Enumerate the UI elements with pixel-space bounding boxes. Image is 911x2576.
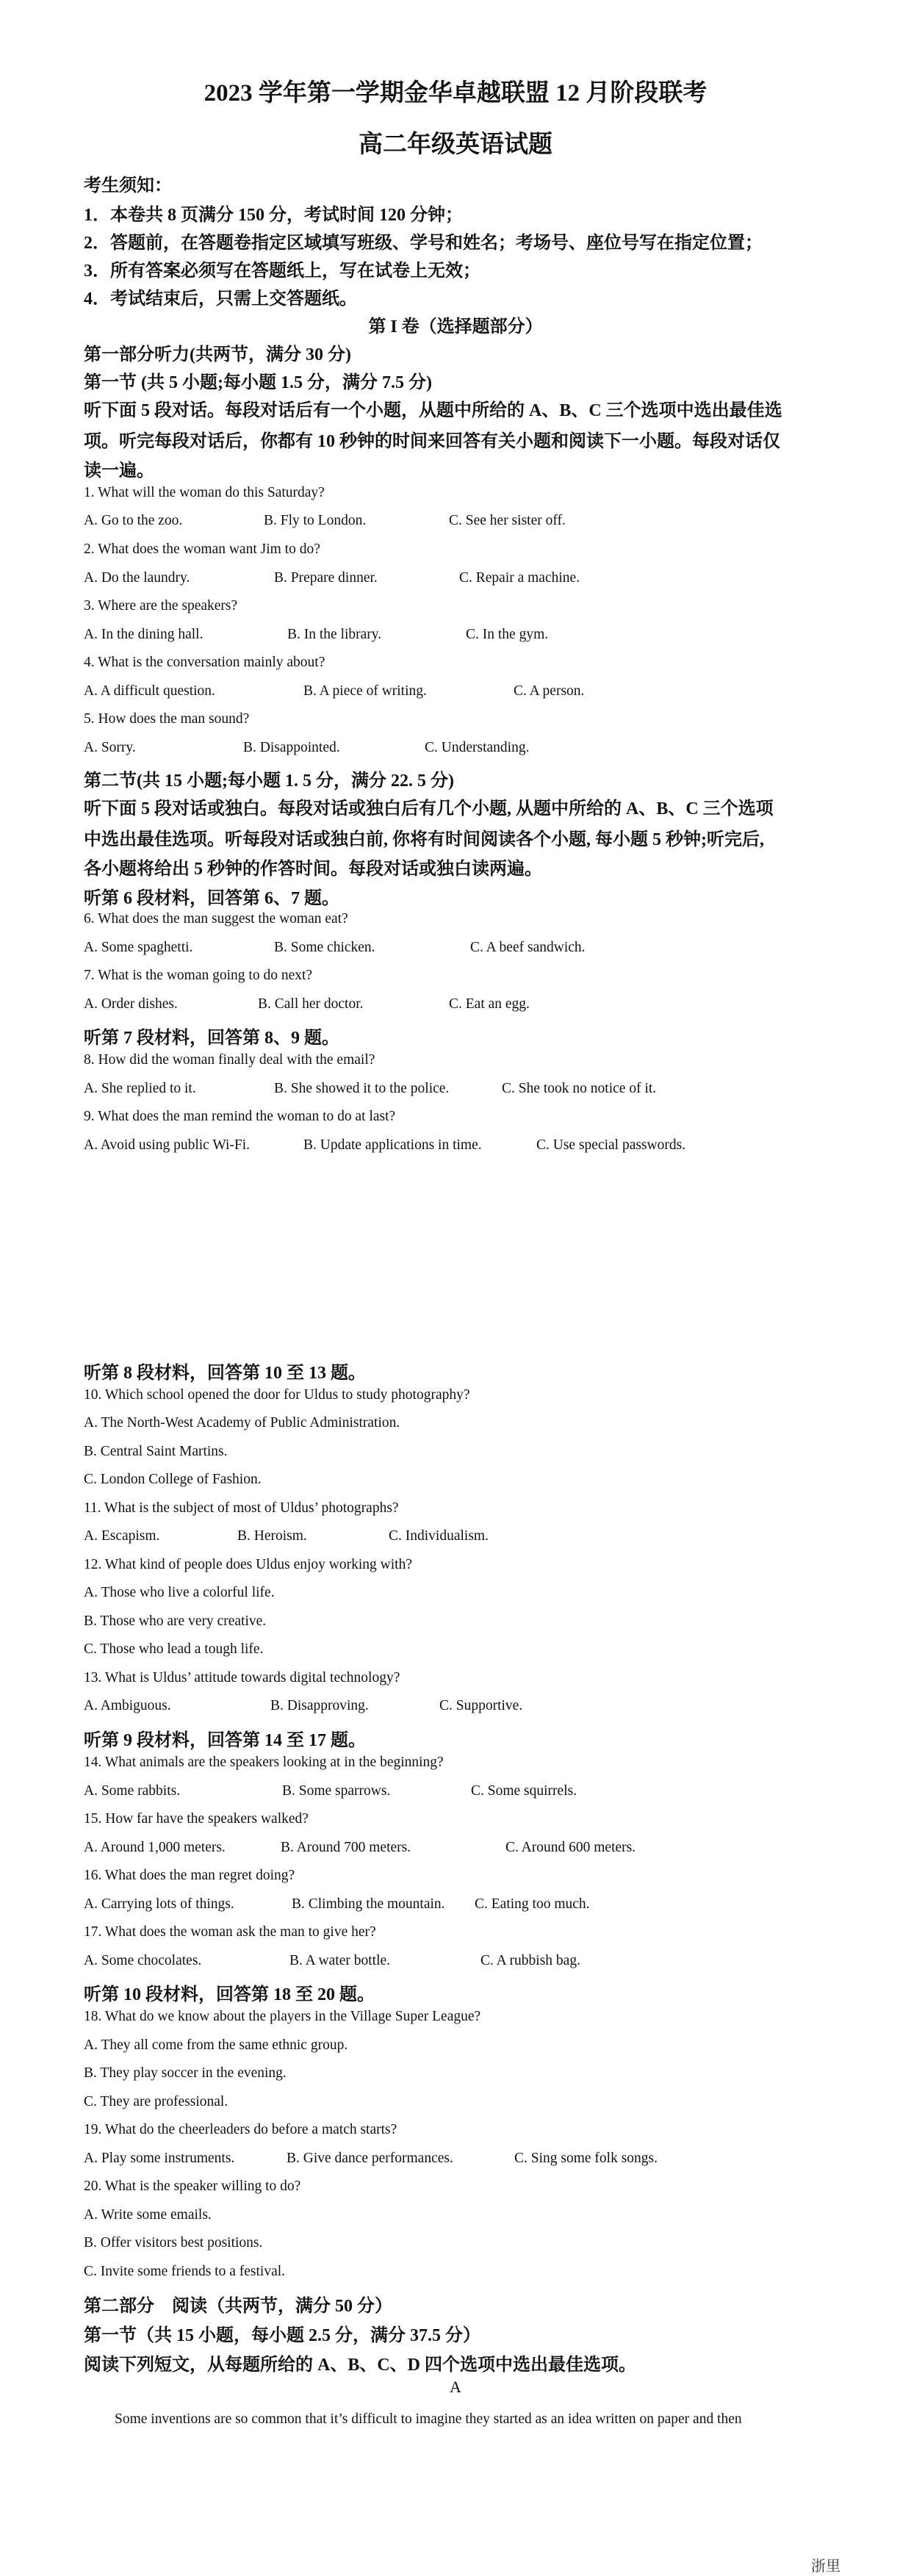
option-c: C. She took no notice of it. bbox=[502, 1081, 657, 1096]
option-b: B. Prepare dinner. bbox=[274, 570, 378, 586]
part2-heading: 第二部分 阅读（共两节，满分 50 分） bbox=[84, 2297, 392, 2316]
option-b: B. Disapproving. bbox=[270, 1698, 369, 1713]
notice-item: 3．所有答案必须写在答题纸上，写在试卷上无效； bbox=[84, 262, 480, 281]
question-stem: 12. What kind of people does Uldus enjoy working with? bbox=[84, 1557, 412, 1572]
option-a: A. Those who live a colorful life. bbox=[84, 1585, 275, 1600]
part2-instructions: 阅读下列短文，从每题所给的 A、B、C、D 四个选项中选出最佳选项。 bbox=[84, 2356, 637, 2375]
section2-instructions: 中选出最佳选项。听每段对话或独白前, 你将有时间阅读各个小题, 每小题 5 秒钟;听完后, bbox=[84, 830, 764, 849]
option-c: C. Around 600 meters. bbox=[505, 1840, 636, 1855]
option-a: A. A difficult question. bbox=[84, 683, 215, 699]
option-a: A. Some spaghetti. bbox=[84, 940, 193, 955]
option-c: C. Use special passwords. bbox=[536, 1137, 686, 1153]
option-a: A. In the dining hall. bbox=[84, 627, 204, 642]
material-heading: 听第 6 段材料，回答第 6、7 题。 bbox=[84, 889, 339, 908]
option-a: A. Around 1,000 meters. bbox=[84, 1840, 226, 1855]
option-c: C. Individualism. bbox=[389, 1528, 489, 1544]
option-b: B. Call her doctor. bbox=[258, 996, 364, 1012]
option-b: B. Climbing the mountain. bbox=[292, 1896, 445, 1912]
material-heading: 听第 8 段材料，回答第 10 至 13 题。 bbox=[84, 1364, 366, 1383]
section2-instructions: 听下面 5 段对话或独白。每段对话或独白后有几个小题, 从题中所给的 A、B、C 三个选项 bbox=[84, 799, 774, 819]
question-stem: 11. What is the subject of most of Uldus’ photographs? bbox=[84, 1500, 399, 1516]
part1-heading: 第一部分听力(共两节，满分 30 分) bbox=[84, 345, 351, 364]
option-b: B. Fly to London. bbox=[264, 513, 367, 528]
passage-label: A bbox=[450, 2378, 461, 2396]
option-b: B. Central Saint Martins. bbox=[84, 1444, 228, 1459]
section1-instructions: 读一遍。 bbox=[84, 461, 154, 481]
option-c: C. See her sister off. bbox=[449, 513, 566, 528]
option-b: B. In the library. bbox=[287, 627, 382, 642]
section1-instructions: 项。听完每段对话后，你都有 10 秒钟的时间来回答有关小题和阅读下一小题。每段对话仅 bbox=[84, 432, 780, 451]
option-b: B. A piece of writing. bbox=[303, 683, 427, 699]
option-a: A. Go to the zoo. bbox=[84, 513, 183, 528]
option-c: C. A person. bbox=[514, 683, 585, 699]
question-stem: 10. Which school opened the door for Uldus to study photography? bbox=[84, 1387, 470, 1403]
question-stem: 14. What animals are the speakers looking at in the beginning? bbox=[84, 1755, 444, 1770]
question-stem: 16. What does the man regret doing? bbox=[84, 1868, 295, 1883]
option-b: B. Give dance performances. bbox=[287, 2151, 453, 2166]
section1-instructions: 听下面 5 段对话。每段对话后有一个小题，从题中所给的 A、B、C 三个选项中选出最佳选 bbox=[84, 401, 782, 420]
question-stem: 6. What does the man suggest the woman eat? bbox=[84, 911, 348, 927]
question-stem: 20. What is the speaker willing to do? bbox=[84, 2179, 301, 2194]
option-b: B. They play soccer in the evening. bbox=[84, 2065, 287, 2081]
option-c: C. In the gym. bbox=[466, 627, 549, 642]
notice-heading: 考生须知： bbox=[84, 176, 172, 195]
option-b: B. Some sparrows. bbox=[282, 1783, 391, 1799]
question-stem: 17. What does the woman ask the man to give her? bbox=[84, 1924, 376, 1940]
question-stem: 8. How did the woman finally deal with the email? bbox=[84, 1052, 375, 1068]
option-a: A. Some chocolates. bbox=[84, 1953, 202, 1968]
question-stem: 7. What is the woman going to do next? bbox=[84, 968, 313, 983]
question-stem: 9. What does the man remind the woman to do at last? bbox=[84, 1109, 396, 1124]
question-stem: 5. How does the man sound? bbox=[84, 711, 250, 727]
page-footer: 浙里 bbox=[811, 2558, 840, 2575]
option-a: A. Write some emails. bbox=[84, 2207, 212, 2223]
option-a: A. Escapism. bbox=[84, 1528, 160, 1544]
option-a: A. Do the laundry. bbox=[84, 570, 190, 586]
option-c: C. Eat an egg. bbox=[449, 996, 530, 1012]
option-c: C. Understanding. bbox=[425, 740, 530, 755]
option-c: C. A beef sandwich. bbox=[470, 940, 586, 955]
question-stem: 19. What do the cheerleaders do before a match starts? bbox=[84, 2122, 397, 2137]
exam-title: 2023 学年第一学期金华卓越联盟 12 月阶段联考 bbox=[204, 80, 707, 107]
notice-item: 4．考试结束后，只需上交答题纸。 bbox=[84, 289, 357, 309]
notice-item: 2．答题前，在答题卷指定区域填写班级、学号和姓名；考场号、座位号写在指定位置； bbox=[84, 234, 763, 253]
material-heading: 听第 7 段材料，回答第 8、9 题。 bbox=[84, 1029, 339, 1048]
option-b: B. Around 700 meters. bbox=[281, 1840, 411, 1855]
notice-item: 1．本卷共 8 页满分 150 分，考试时间 120 分钟； bbox=[84, 206, 463, 225]
option-a: A. Some rabbits. bbox=[84, 1783, 181, 1799]
option-b: B. Offer visitors best positions. bbox=[84, 2235, 263, 2251]
part2-section1-heading: 第一节（共 15 小题，每小题 2.5 分，满分 37.5 分） bbox=[84, 2326, 480, 2345]
option-a: A. Sorry. bbox=[84, 740, 136, 755]
question-stem: 4. What is the conversation mainly about? bbox=[84, 655, 325, 670]
option-b: B. Disappointed. bbox=[243, 740, 340, 755]
option-c: C. Invite some friends to a festival. bbox=[84, 2264, 286, 2279]
option-c: C. Repair a machine. bbox=[459, 570, 580, 586]
option-b: B. A water bottle. bbox=[289, 1953, 391, 1968]
question-stem: 15. How far have the speakers walked? bbox=[84, 1811, 309, 1827]
option-c: C. Supportive. bbox=[439, 1698, 523, 1713]
material-heading: 听第 10 段材料，回答第 18 至 20 题。 bbox=[84, 1985, 375, 2004]
option-a: A. Play some instruments. bbox=[84, 2151, 235, 2166]
option-a: A. Carrying lots of things. bbox=[84, 1896, 234, 1912]
volume-heading: 第 I 卷（选择题部分） bbox=[368, 317, 543, 337]
option-b: B. She showed it to the police. bbox=[274, 1081, 450, 1096]
question-stem: 1. What will the woman do this Saturday? bbox=[84, 485, 325, 500]
option-c: C. They are professional. bbox=[84, 2094, 228, 2109]
option-a: A. She replied to it. bbox=[84, 1081, 196, 1096]
material-heading: 听第 9 段材料，回答第 14 至 17 题。 bbox=[84, 1731, 366, 1750]
section2-instructions: 各小题将给出 5 秒钟的作答时间。每段对话或独白读两遍。 bbox=[84, 860, 542, 879]
section2-heading: 第二节(共 15 小题;每小题 1. 5 分，满分 22. 5 分) bbox=[84, 771, 454, 791]
option-c: C. Those who lead a tough life. bbox=[84, 1641, 264, 1657]
option-b: B. Update applications in time. bbox=[303, 1137, 482, 1153]
exam-subtitle: 高二年级英语试题 bbox=[359, 132, 552, 158]
option-b: B. Some chicken. bbox=[274, 940, 375, 955]
option-c: C. Sing some folk songs. bbox=[514, 2151, 658, 2166]
option-a: A. Order dishes. bbox=[84, 996, 178, 1012]
option-b: B. Those who are very creative. bbox=[84, 1613, 267, 1629]
question-stem: 13. What is Uldus’ attitude towards digital technology? bbox=[84, 1670, 400, 1685]
option-b: B. Heroism. bbox=[237, 1528, 307, 1544]
option-a: A. The North-West Academy of Public Administration. bbox=[84, 1415, 400, 1431]
option-c: C. Eating too much. bbox=[475, 1896, 590, 1912]
section1-heading: 第一节 (共 5 小题;每小题 1.5 分，满分 7.5 分) bbox=[84, 373, 432, 392]
question-stem: 2. What does the woman want Jim to do? bbox=[84, 542, 320, 557]
option-c: C. A rubbish bag. bbox=[480, 1953, 580, 1968]
passage-text: Some inventions are so common that it’s difficult to imagine they started as an idea written on paper and then bbox=[115, 2411, 742, 2427]
option-a: A. Ambiguous. bbox=[84, 1698, 171, 1713]
option-c: C. Some squirrels. bbox=[471, 1783, 577, 1799]
option-c: C. London College of Fashion. bbox=[84, 1472, 262, 1487]
question-stem: 3. Where are the speakers? bbox=[84, 598, 238, 614]
option-a: A. Avoid using public Wi-Fi. bbox=[84, 1137, 251, 1153]
option-a: A. They all come from the same ethnic group. bbox=[84, 2037, 348, 2053]
question-stem: 18. What do we know about the players in the Village Super League? bbox=[84, 2009, 481, 2024]
